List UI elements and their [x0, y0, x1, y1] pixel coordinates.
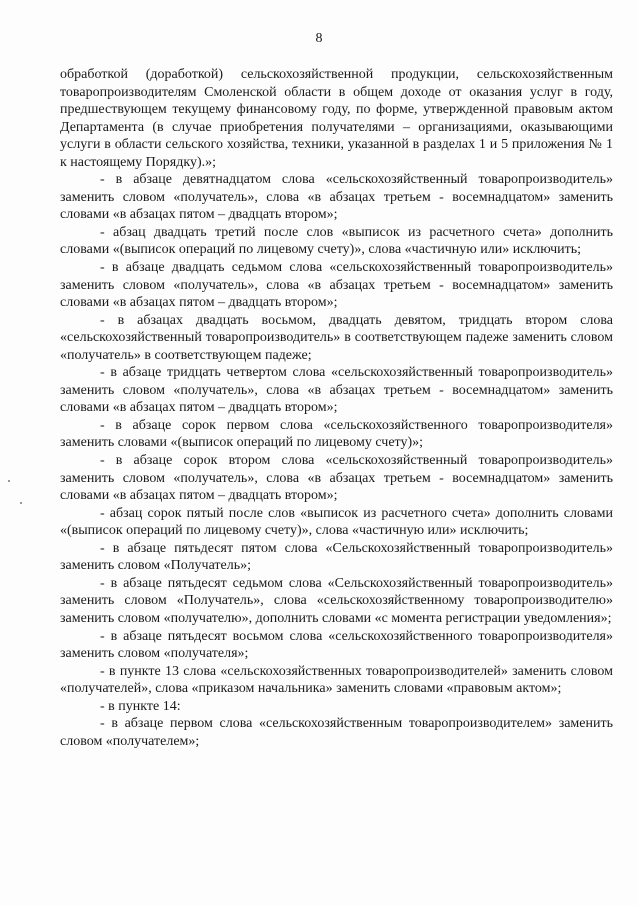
paragraph: - в абзаце первом слова «сельскохозяйственным товаропроизводителем» заменить словом «получателем»; [60, 716, 613, 749]
paragraph: - в абзаце сорок втором слова «сельскохозяйственный товаропроизводитель» заменить словом «получатель», слова «в абзацах третьем - восемнадцатом» заменить словами «в абзацах пятом – двадцать втором»; [60, 453, 613, 504]
paragraph: - в абзаце сорок первом слова «сельскохозяйственного товаропроизводителя» заменить словами «(выписок операций по лицевому счету)»; [60, 417, 613, 451]
paragraph: - в пункте 14: [100, 698, 181, 714]
document-body [60, 66, 613, 750]
paragraph: - в абзацах двадцать восьмом, двадцать девятом, тридцать втором слова «сельскохозяйственный товаропроизводитель» в соответствующем падеже заменить словом «получатель» в соответствующем падеже; [60, 312, 613, 363]
paragraph: - в абзаце двадцать седьмом слова «сельскохозяйственный товаропроизводитель» заменить словом «получатель», слова «в абзацах третьем - восемнадцатом» заменить словами «в абзацах пятом – двадцать втором»; [60, 260, 613, 311]
paragraph: - в абзаце пятьдесят пятом слова «Сельскохозяйственный товаропроизводитель» заменить словом «Получатель»; [60, 540, 613, 574]
page-number: 8 [315, 31, 323, 46]
scan-speck [8, 480, 10, 482]
paragraph: - в абзаце пятьдесят седьмом слова «Сельскохозяйственный товаропроизводитель» заменить словом «Получатель», слова «сельскохозяйственному товаропроизводителю» заменить словом «получателю», дополнить словами «с момента регистрации уведомления»; [60, 575, 613, 626]
paragraph: - в абзаце девятнадцатом слова «сельскохозяйственный товаропроизводитель» заменить словом «получатель», слова «в абзацах третьем - восемнадцатом» заменить словами «в абзацах пятом – двадцать втором»; [60, 172, 613, 223]
paragraph: - в абзаце тридцать четвертом слова «сельскохозяйственный товаропроизводитель» заменить словом «получатель», слова «в абзацах третьем - восемнадцатом» заменить словами «в абзацах пятом – двадцать втором»; [60, 365, 613, 416]
paragraph: - в пункте 13 слова «сельскохозяйственных товаропроизводителей» заменить словом «получателей», слова «приказом начальника» заменить словами «правовым актом»; [60, 663, 613, 697]
paragraph: - абзац двадцать третий после слов «выписок из расчетного счета» дополнить словами «(выписок операций по лицевому счету)», слова «частичную или» исключить; [60, 224, 613, 258]
scan-speck [20, 502, 22, 504]
paragraph: - абзац сорок пятый после слов «выписок из расчетного счета» дополнить словами «(выписок операций по лицевому счету)», слова «частичную или» исключить; [60, 505, 613, 539]
paragraph: - в абзаце пятьдесят восьмом слова «сельскохозяйственного товаропроизводителя» заменить словом «получателя»; [60, 628, 613, 662]
paragraph: обработкой (доработкой) сельскохозяйственной продукции, сельскохозяйственным товаропроизводителям Смоленской области в общем доходе от оказания услуг в году, предшествующем текущему финансовому году, по форме, утвержденной правовым актом Департамента (в случае приобретения получателями – организациями, оказывающими услуги в области сельского хозяйства, техники, указанной в разделах 1 и 5 приложения № 1 к настоящему Порядку).»; [60, 67, 613, 170]
